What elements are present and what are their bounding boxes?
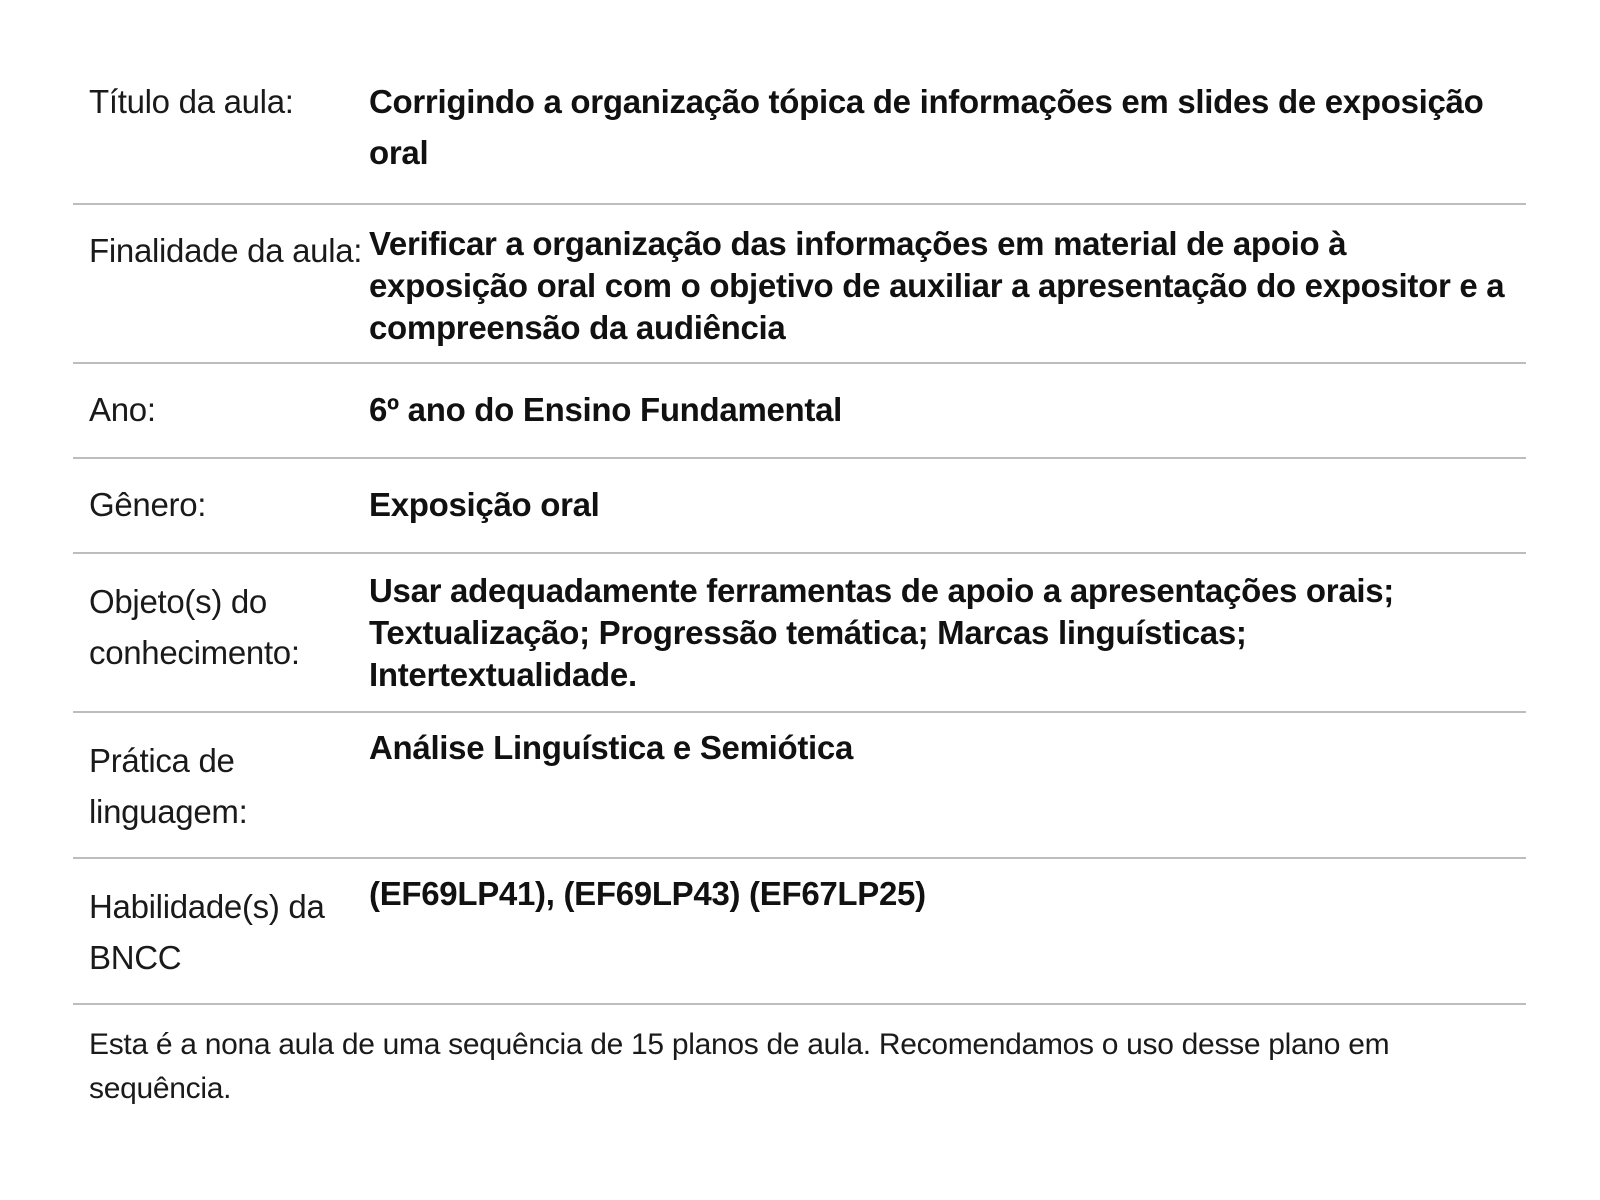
row-habilidades	[73, 859, 1526, 1005]
value-pratica: Análise Linguística e Semiótica	[369, 729, 854, 766]
value-titulo: Corrigindo a organização tópica de informações em slides de exposição oral	[369, 83, 1484, 171]
value-objeto: Usar adequadamente ferramentas de apoio a apresentações orais; Textualização; Progressão temática; Marcas linguísticas; Intertextualidade.	[369, 572, 1394, 693]
row-titulo	[73, 0, 1526, 205]
value-finalidade: Verificar a organização das informações em material de apoio à exposição oral com o objetivo de auxiliar a apresentação do expositor e a compreensão da audiência	[369, 225, 1505, 346]
value-habilidades: (EF69LP41), (EF69LP43) (EF67LP25)	[369, 875, 926, 912]
label-titulo: Título da aula:	[89, 83, 294, 120]
sequence-note: Esta é a nona aula de uma sequência de 15 planos de aula. Recomendamos o uso desse plano em sequência.	[89, 1028, 1390, 1105]
label-objeto: Objeto(s) do conhecimento:	[89, 583, 300, 671]
label-pratica: Prática de linguagem:	[89, 742, 248, 830]
value-genero: Exposição oral	[369, 486, 600, 523]
label-genero: Gênero:	[89, 486, 207, 523]
lesson-info-table	[73, 0, 1526, 1111]
row-finalidade	[73, 205, 1526, 364]
row-ano	[73, 364, 1526, 459]
label-habilidades: Habilidade(s) da BNCC	[89, 888, 325, 976]
value-ano: 6º ano do Ensino Fundamental	[369, 391, 843, 428]
row-genero	[73, 459, 1526, 554]
label-ano: Ano:	[89, 391, 156, 428]
label-finalidade: Finalidade da aula:	[89, 232, 363, 269]
row-objeto	[73, 554, 1526, 713]
row-pratica	[73, 713, 1526, 859]
